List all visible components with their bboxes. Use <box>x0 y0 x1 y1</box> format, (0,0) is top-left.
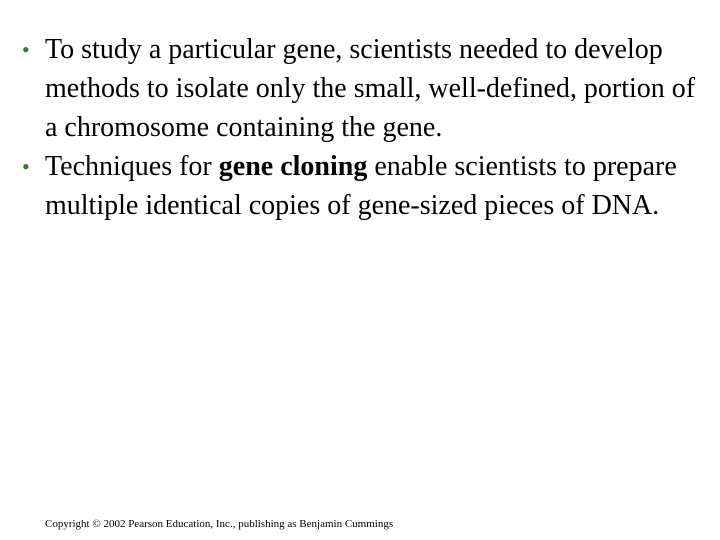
bullet-list <box>20 30 700 225</box>
copyright-footer: Copyright © 2002 Pearson Education, Inc., publishing as Benjamin Cummings <box>45 518 394 530</box>
bullet-text: To study a particular gene, scientists needed to develop methods to isolate only the small, well-defined, portion of a chromosome containing the gene. <box>45 34 696 143</box>
bullet-icon: • <box>22 154 30 179</box>
bullet-icon: • <box>22 37 30 62</box>
bullet-item-gene-isolation <box>20 30 700 147</box>
bullet-item-gene-cloning <box>20 147 700 225</box>
bullet-text-start: Techniques for <box>45 151 219 182</box>
key-term: gene cloning <box>218 151 368 182</box>
bullet-text-end: enable scientists to prepare multiple identical copies of gene-sized pieces of DNA. <box>45 151 677 221</box>
